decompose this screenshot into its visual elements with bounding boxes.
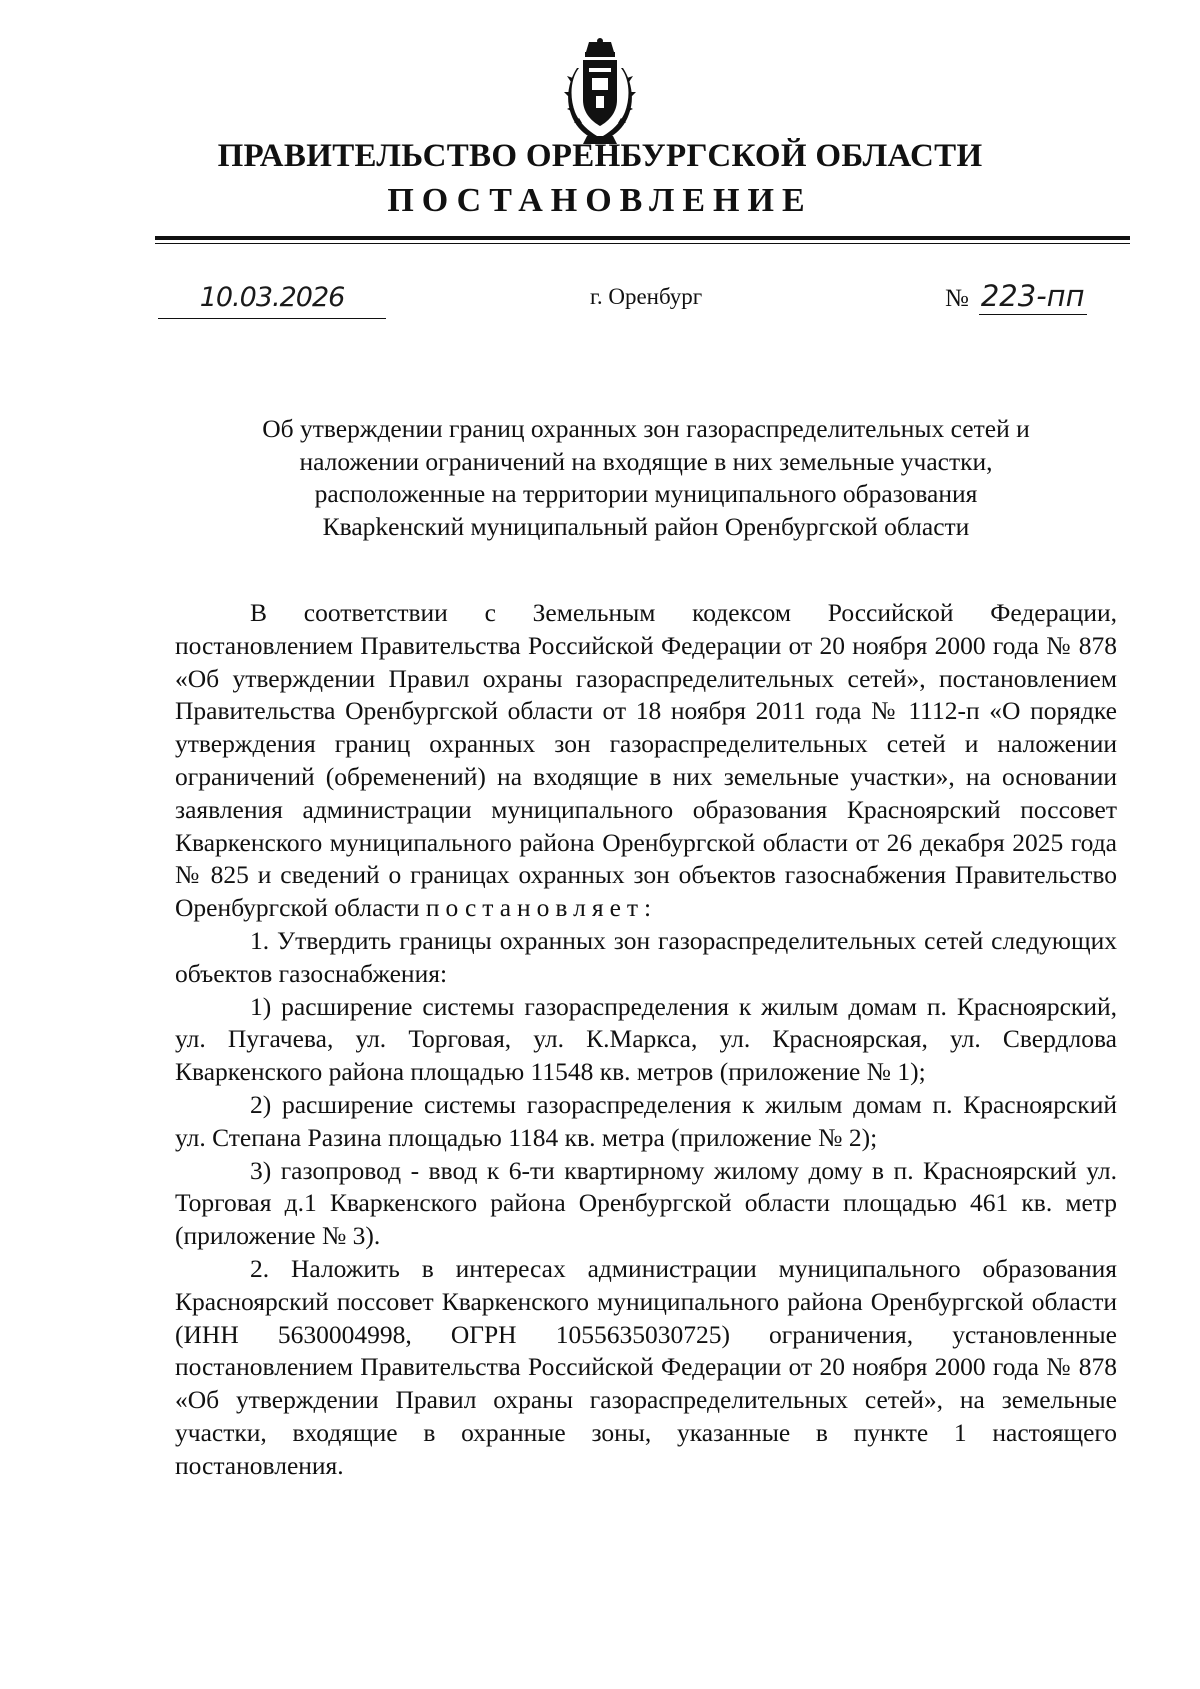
number-sign: № xyxy=(945,285,969,312)
subject-line: Об утверждении границ охранных зон газораспределительных сетей и xyxy=(262,414,1030,443)
document-body xyxy=(175,597,1117,1483)
header-rule-thick xyxy=(155,236,1130,240)
resolves-word: постановляет: xyxy=(425,893,658,923)
preamble-paragraph xyxy=(175,597,1117,925)
document-date: 10.03.2026 xyxy=(158,278,386,319)
header-rule-thin xyxy=(155,243,1130,244)
document-city: г. Оренбург xyxy=(590,284,703,309)
subject-line: Кварkенский муниципальный район Оренбургской области xyxy=(322,511,970,541)
item-1-1-paragraph: 1) расширение системы газораспределения к жилым домам п. Красноярский, ул. Пугачева, ул. Торговая, ул. К.Маркса, ул. Красноярская, ул. Свердлова Кваркенского района площадью 11548 кв. метров (приложение № 1); xyxy=(175,991,1117,1087)
preamble-text: В соответствии с Земельным кодексом Российской Федерации, постановлением Правительства Российской Федерации от 20 ноября 2000 года № 878 «Об утверждении Правил охраны газораспределительных сетей», постановлением Правительства Оренбургской области от 18 ноября 2011 года № 1112-п «О порядке утверждения границ охранных зон газораспределительных сетей и наложении ограничений (обременений) на входящие в них земельные участки», на основании заявления администрации муниципального образования Красноярский поссовет Кваркенского муниципального района Оренбургской области от 26 декабря 2025 года № 825 и сведений о границах охранных зон объектов газоснабжения Правительство Оренбургской области xyxy=(175,598,1117,923)
subject-line: наложении ограничений на входящие в них земельные участки, xyxy=(299,446,993,476)
item-2-paragraph: 2. Наложить в интересах администрации муниципального образования Красноярский поссовет Кваркенского муниципального района Оренбургской области (ИНН 5630004998, ОГРН 1055635030725) ограничения, установленные постановлением Правительства Российской Федерации от 20 ноября 2000 года № 878 «Об утверждении Правил охраны газораспределительных сетей», на земельные участки, входящие в охранные зоны, указанные в пункте 1 настоящего постановления. xyxy=(175,1253,1117,1480)
document-subject xyxy=(160,413,1132,543)
document-number xyxy=(945,278,1087,318)
document-type-title: ПОСТАНОВЛЕНИЕ xyxy=(387,182,813,219)
coat-of-arms-emblem xyxy=(559,38,641,150)
item-1-paragraph: 1. Утвердить границы охранных зон газораспределительных сетей следующих объектов газоснабжения: xyxy=(175,925,1117,988)
government-title: ПРАВИТЕЛЬСТВО ОРЕНБУРГСКОЙ ОБЛАСТИ xyxy=(217,138,983,174)
number-value: 223-пп xyxy=(980,279,1085,313)
item-1-3-paragraph: 3) газопровод - ввод к 6-ти квартирному жилому дому в п. Красноярский ул. Торговая д.1 Кваркенского района Оренбургской области площадью 461 кв. метр (приложение № 3). xyxy=(175,1155,1117,1251)
subject-line: расположенные на территории муниципального образования xyxy=(314,479,978,508)
item-1-2-paragraph: 2) расширение системы газораспределения к жилым домам п. Красноярский ул. Степана Разина площадью 1184 кв. метра (приложение № 2); xyxy=(175,1089,1117,1152)
